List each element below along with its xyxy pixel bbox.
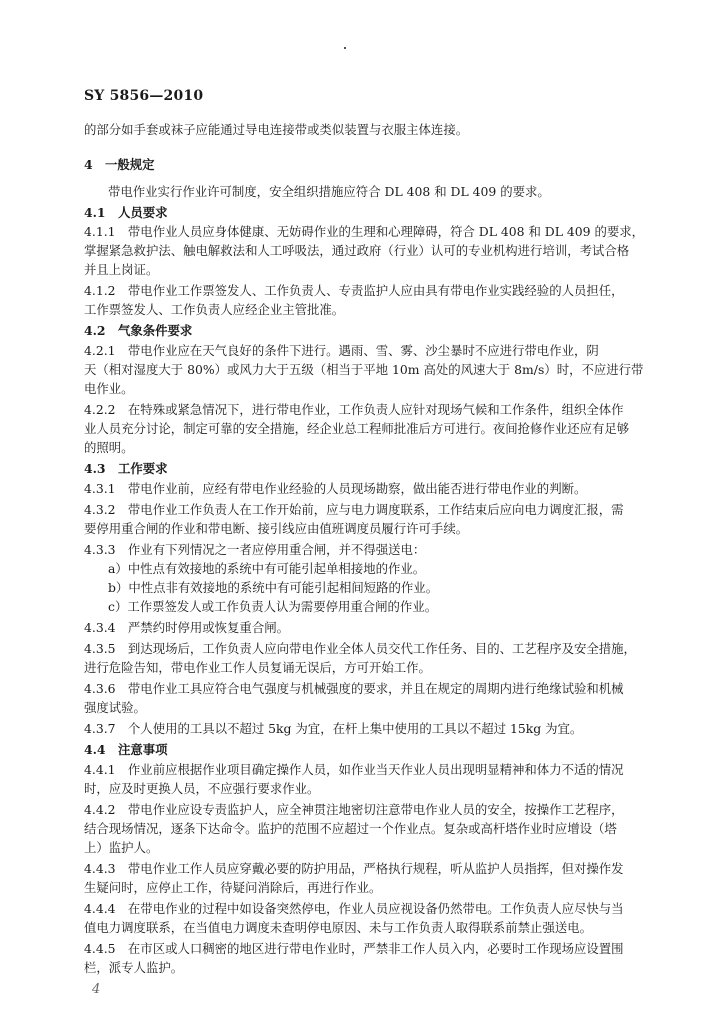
text-line: 4.3.4 严禁约时停用或恢复重合闸。: [84, 620, 289, 635]
text-line: 要停用重合闸的作业和带电断、接引线应由值班调度员履行许可手续。: [84, 521, 469, 536]
text-line: 生疑问时，应停止工作，待疑问消除后，再进行作业。: [84, 880, 382, 895]
text-line: 4.4.2 带电作业应设专责监护人，应全神贯注地密切注意带电作业人员的安全，按操作工艺程序，: [84, 802, 624, 817]
text-line: 4.3.1 带电作业前，应经有带电作业经验的人员现场勘察，做出能否进行带电作业的判断。: [84, 481, 587, 496]
text-line: 值电力调度联系，在当值电力调度未查明停电原因、未与工作负责人取得联系前禁止强送电。: [84, 920, 593, 935]
list-item: a）中性点有效接地的系统中有可能引起单相接地的作业。: [108, 561, 426, 576]
text-line: 栏，派专人监护。: [84, 960, 184, 975]
text-line: 4.4.3 带电作业工作人员应穿戴必要的防护用品，严格执行规程，听从监护人员指挥，但对操作发: [84, 861, 624, 876]
section-heading: 4.4 注意事项: [84, 742, 168, 757]
text-line: 带电作业实行作业许可制度，安全组织措施应符合 DL 408 和 DL 409 的要求。: [108, 184, 550, 199]
text-line: 4.3.3 作业有下列情况之一者应停用重合闸，并不得强送电：: [84, 542, 426, 557]
text-line: 上）监护人。: [84, 840, 159, 855]
text-line: 4.3.6 带电作业工具应符合电气强度与机械强度的要求，并且在规定的周期内进行绝缘试验和机械: [84, 681, 624, 696]
text-line: 工作票签发人、工作负责人应经企业主管批准。: [84, 302, 345, 317]
text-line: 4.1.2 带电作业工作票签发人、工作负责人、专责监护人应由具有带电作业实践经验的人员担任，: [84, 283, 624, 298]
section-heading: 4 一般规定: [84, 157, 155, 172]
text-line: 的部分如手套或袜子应能通过导电连接带或类似装置与衣服主体连接。: [84, 122, 469, 137]
text-line: 4.2.2 在特殊或紧急情况下，进行带电作业，工作负责人应针对现场气候和工作条件，组织全体作: [84, 402, 624, 417]
text-line: 4.1.1 带电作业人员应身体健康、无妨碍作业的生理和心理障碍，符合 DL 408 和 DL 409 的要求，: [84, 224, 645, 239]
text-line: 4.2.1 带电作业应在天气良好的条件下进行。遇雨、雪、雾、沙尘暴时不应进行带电作业，阴: [84, 343, 599, 358]
section-heading: 4.2 气象条件要求: [84, 323, 193, 338]
text-line: 掌握紧急救护法、触电解救法和人工呼吸法，通过政府（行业）认可的专业机构进行培训，考试合格: [84, 243, 630, 258]
text-line: 天（相对湿度大于 80%）或风力大于五级（相当于平地 10m 高处的风速大于 8m/s）时，不应进行带: [84, 362, 644, 377]
text-line: 时，应及时更换人员，不应强行要求作业。: [84, 781, 320, 796]
text-line: 强度试验。: [84, 700, 146, 715]
list-item: c）工作票签发人或工作负责人认为需要停用重合闸的作业。: [108, 599, 438, 614]
section-heading: 4.1 人员要求: [84, 205, 168, 220]
page-number: 4: [92, 982, 101, 997]
text-line: 4.4.1 作业前应根据作业项目确定操作人员，如作业当天作业人员出现明显精神和体力不适的情况: [84, 762, 624, 777]
text-line: 4.4.5 在市区或人口稠密的地区进行带电作业时，严禁非工作人员入内，必要时工作现场应设置围: [84, 941, 624, 956]
text-line: 4.3.7 个人使用的工具以不超过 5kg 为宜，在杆上集中使用的工具以不超过 15kg 为宜。: [84, 721, 583, 736]
text-line: 4.4.4 在带电作业的过程中如设备突然停电，作业人员应视设备仍然带电。工作负责人应尽快与当: [84, 901, 624, 916]
text-line: 的照明。: [84, 440, 134, 455]
text-line: 电作业。: [84, 381, 134, 396]
section-heading: 4.3 工作要求: [84, 461, 168, 476]
list-item: b）中性点非有效接地的系统中有可能引起相间短路的作业。: [108, 580, 439, 595]
text-line: 并且上岗证。: [84, 262, 159, 277]
text-line: 进行危险告知，带电作业工作人员复诵无误后，方可开始工作。: [84, 660, 431, 675]
text-line: 4.3.2 带电作业工作负责人在工作开始前，应与电力调度联系，工作结束后应向电力调度汇报，需: [84, 502, 624, 517]
text-line: 结合现场情况，逐条下达命令。监护的范围不应超过一个作业点。复杂或高杆塔作业时应增设（塔: [84, 821, 617, 836]
text-line: 4.3.5 到达现场后，工作负责人应向带电作业全体人员交代工作任务、目的、工艺程序及安全措施，: [84, 641, 636, 656]
standard-code-header: SY 5856—2010: [84, 88, 204, 104]
text-line: 业人员充分讨论，制定可靠的安全措施，经企业总工程师批准后方可进行。夜间抢修作业还应有足够: [84, 421, 630, 436]
